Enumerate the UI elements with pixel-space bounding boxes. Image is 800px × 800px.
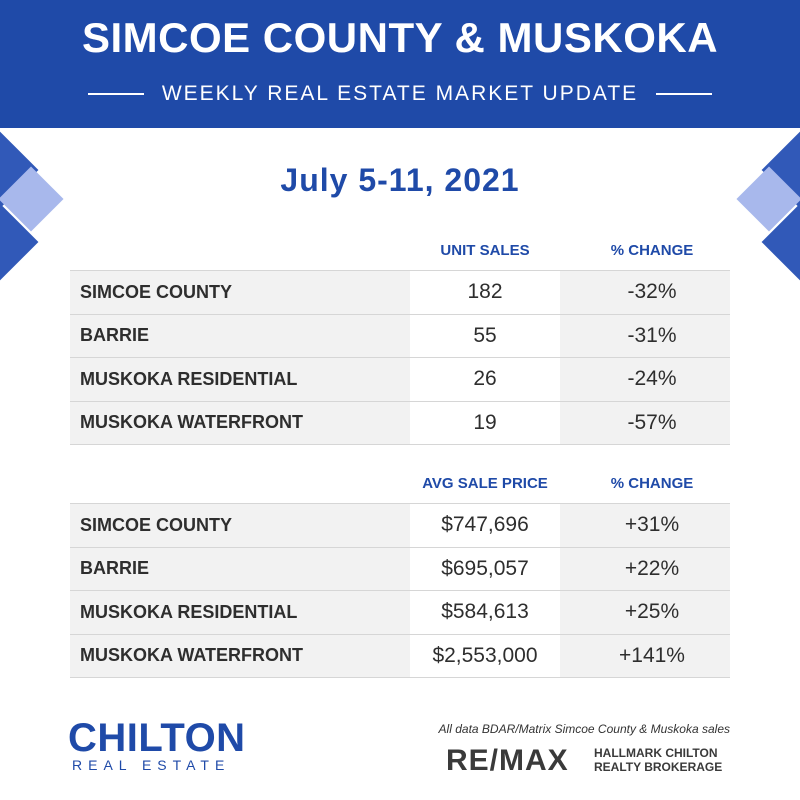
unit-sales-table (70, 270, 730, 445)
price-change-header: % CHANGE (610, 475, 694, 492)
area-name: BARRIE (80, 325, 150, 346)
table-row (70, 635, 730, 679)
source-note: All data BDAR/Matrix Simcoe County & Muskoka sales (438, 722, 730, 736)
area-name: MUSKOKA WATERFRONT (80, 645, 303, 666)
header-banner (0, 0, 800, 128)
percent-change: -31% (627, 323, 677, 347)
percent-change: -57% (627, 410, 677, 434)
date-range: July 5-11, 2021 (280, 162, 520, 198)
table-row (70, 504, 730, 548)
avg-price-header: AVG SALE PRICE (422, 475, 548, 492)
header-divider-right (656, 93, 712, 95)
percent-change: +141% (619, 643, 685, 667)
header-subtitle: WEEKLY REAL ESTATE MARKET UPDATE (161, 82, 639, 105)
percent-change: -32% (627, 280, 677, 304)
avg-price-value: $747,696 (441, 513, 529, 537)
area-name: BARRIE (80, 558, 150, 579)
remax-line-1: HALLMARK CHILTON (594, 746, 718, 760)
table-row (70, 358, 730, 402)
avg-price-value: $695,057 (441, 556, 529, 580)
percent-change: +25% (624, 600, 680, 624)
remax-line-2: REALTY BROKERAGE (594, 760, 723, 774)
area-name: MUSKOKA WATERFRONT (80, 412, 303, 433)
area-name: SIMCOE COUNTY (80, 514, 233, 535)
unit-change-header: % CHANGE (610, 242, 694, 259)
area-name: MUSKOKA RESIDENTIAL (80, 601, 298, 622)
percent-change: -24% (627, 367, 677, 391)
table-row (70, 271, 730, 315)
table-row (70, 315, 730, 359)
unit-sales-value: 182 (467, 280, 503, 304)
area-name: SIMCOE COUNTY (80, 281, 233, 302)
remax-brokerage-name (594, 746, 722, 774)
table-row (70, 591, 730, 635)
header-subtitle-row (0, 80, 800, 108)
remax-logo: RE/MAX (446, 744, 569, 777)
percent-change: +22% (624, 556, 680, 580)
table-row (70, 402, 730, 446)
unit-sales-value: 19 (473, 410, 497, 434)
area-name: MUSKOKA RESIDENTIAL (80, 368, 298, 389)
table-row (70, 548, 730, 592)
header-divider-left (88, 93, 144, 95)
percent-change: +31% (624, 513, 680, 537)
avg-price-value: $584,613 (441, 600, 529, 624)
avg-price-value: $2,553,000 (432, 643, 538, 667)
avg-price-table (70, 503, 730, 678)
unit-sales-value: 26 (473, 367, 497, 391)
unit-sales-value: 55 (473, 323, 497, 347)
chilton-logo: CHILTON (68, 716, 246, 760)
chilton-logo-subtitle: REAL ESTATE (72, 757, 231, 773)
header-title: SIMCOE COUNTY & MUSKOKA (81, 14, 719, 61)
unit-sales-header: UNIT SALES (440, 242, 530, 259)
